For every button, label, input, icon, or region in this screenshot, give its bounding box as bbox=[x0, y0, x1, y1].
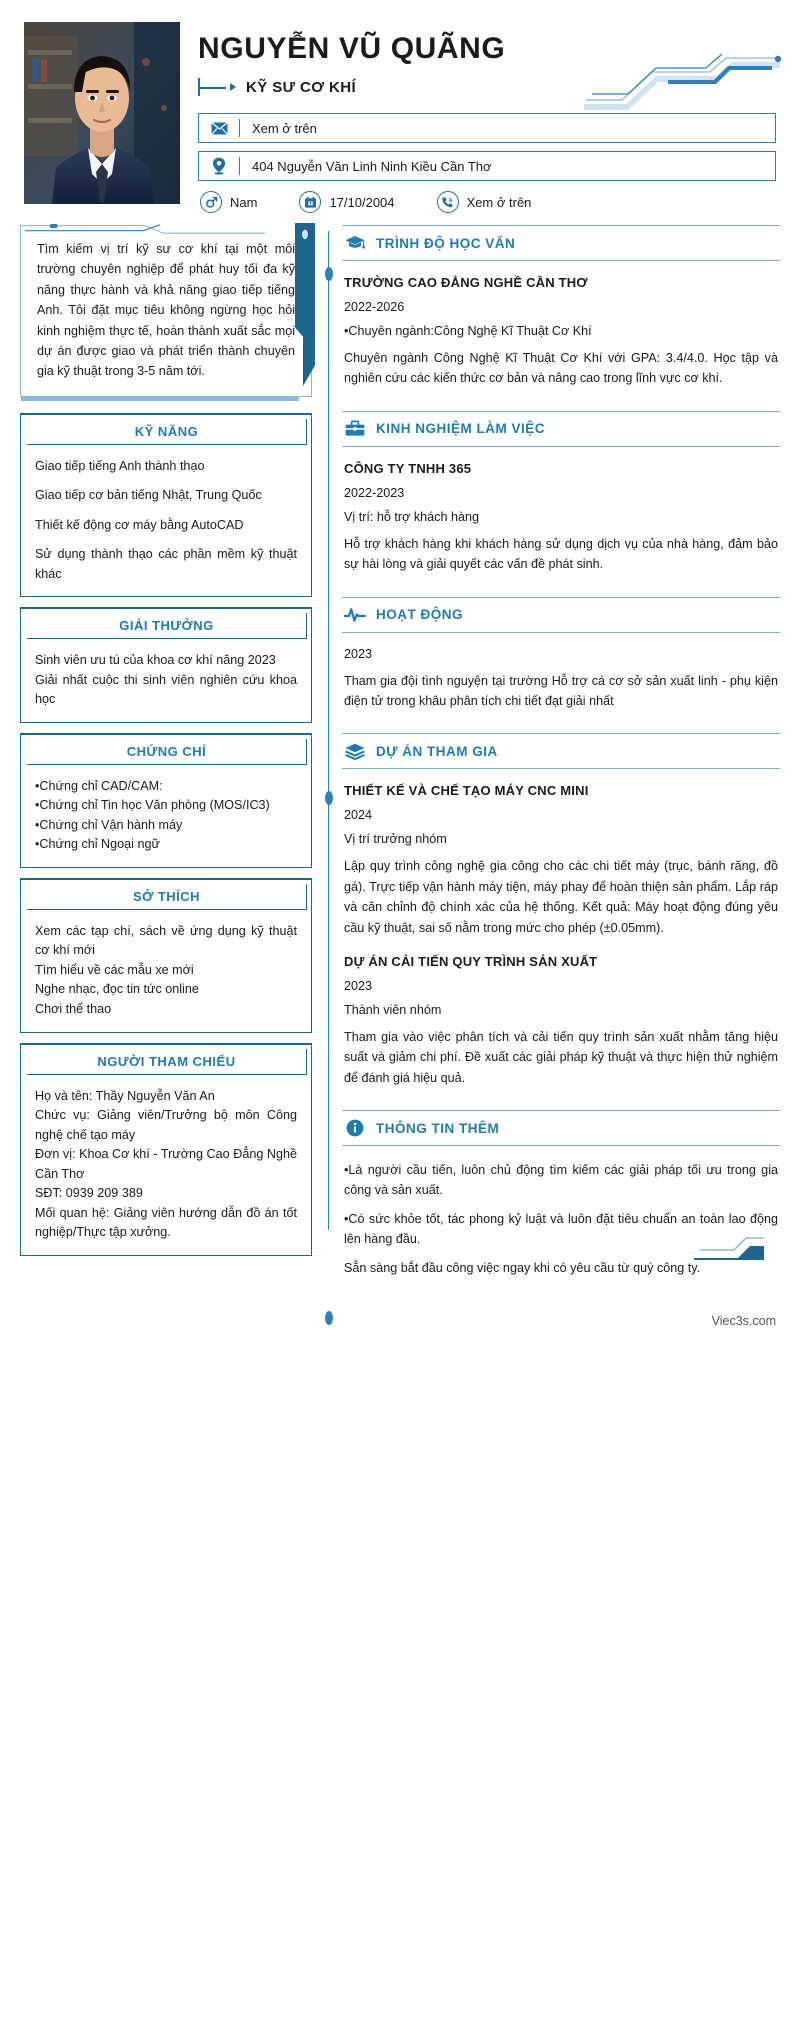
entry-date: 2023 bbox=[344, 978, 373, 993]
job-title-rule bbox=[198, 78, 232, 96]
left-section-title: NGƯỜI THAM CHIẾU bbox=[97, 1053, 236, 1069]
entry-paragraph: Lập quy trình công nghệ gia công cho các chi tiết máy (trục, bánh răng, đồ gá). Trực tiếp vận hành máy tiện, máy phay để hoàn thiện sản phẩm. Lắp ráp và căn chỉnh độ chính xác của hệ thống. Kết quả: Máy hoạt động đúng yêu cầu kỹ thuật, sai số nằm trong mức cho phép (±0.05mm). bbox=[344, 859, 778, 935]
phone-value: Xem ở trên bbox=[466, 194, 532, 210]
left-section-references bbox=[20, 1043, 312, 1256]
right-section-title: KINH NGHIỆM LÀM VIỆC bbox=[376, 421, 546, 437]
entry-paragraph: •Là người cầu tiến, luôn chủ động tìm kiếm các giải pháp tối ưu trong gia công và sản xuất. bbox=[344, 1163, 778, 1198]
list-item: Mối quan hệ: Giảng viên hướng dẫn đồ án tốt nghiệp/Thực tập xưởng. bbox=[35, 1205, 297, 1240]
entry-role: Thành viên nhóm bbox=[344, 1002, 442, 1017]
entry-paragraph: Chuyên ngành Công Nghệ Kĩ Thuật Cơ Khí với GPA: 3.4/4.0. Học tập và nghiên cứu các kiến thức cơ bản và nâng cao trong lĩnh vực cơ khí. bbox=[344, 351, 778, 386]
graduation-cap-icon bbox=[344, 233, 366, 253]
entry-paragraph: Hỗ trợ khách hàng khi khách hàng sử dụng dịch vụ của nhà hàng, đảm bảo sự hài lòng và giải quyết các vấn đề phát sinh. bbox=[344, 536, 778, 572]
phone-item bbox=[437, 191, 532, 213]
career-objective-card bbox=[20, 225, 312, 397]
list-item: Họ và tên: Thầy Nguyễn Văn An bbox=[35, 1088, 215, 1103]
personal-meta-row bbox=[198, 191, 776, 213]
entry-date: 2022-2026 bbox=[344, 300, 405, 314]
resume-body bbox=[0, 221, 800, 1300]
left-section-title: GIẢI THƯỞNG bbox=[119, 618, 214, 634]
right-section-title: HOẠT ĐỘNG bbox=[376, 607, 463, 623]
left-section-body-skills bbox=[21, 445, 311, 597]
card-top-decoration bbox=[20, 224, 265, 234]
left-section-hobbies bbox=[20, 878, 312, 1033]
right-section-header-work-experience bbox=[342, 411, 780, 447]
birthday-item bbox=[299, 191, 394, 213]
right-section-header-education bbox=[342, 225, 780, 261]
right-section-education bbox=[342, 225, 780, 407]
birthday-value: 17/10/2004 bbox=[329, 194, 395, 210]
list-item: Chức vụ: Giảng viên/Trưởng bộ môn Công nghệ chế tạo máy bbox=[35, 1108, 297, 1142]
entry-role: Vị trí trưởng nhóm bbox=[344, 832, 447, 847]
list-item: Chơi thể thao bbox=[35, 1001, 112, 1016]
profile-photo bbox=[24, 22, 180, 204]
left-column bbox=[20, 225, 312, 1266]
timeline-dot-top bbox=[325, 267, 333, 281]
right-section-body-projects bbox=[342, 783, 780, 1106]
list-item: •Chứng chỉ Vận hành máy bbox=[35, 817, 183, 832]
left-section-skills bbox=[20, 413, 312, 598]
right-section-title: TRÌNH ĐỘ HỌC VẤN bbox=[376, 235, 516, 251]
right-section-activities bbox=[342, 597, 780, 730]
left-section-body-references bbox=[21, 1075, 311, 1255]
right-section-header-projects bbox=[342, 733, 780, 769]
left-section-title: CHỨNG CHỈ bbox=[126, 743, 207, 759]
left-section-body-awards bbox=[21, 639, 311, 722]
entry bbox=[344, 275, 778, 389]
left-section-title: KỸ NĂNG bbox=[134, 423, 199, 439]
right-section-header-additional-info bbox=[342, 1110, 780, 1146]
entry-paragraph: Sẵn sàng bắt đầu công việc ngay khi có yêu cầu từ quý công ty. bbox=[344, 1260, 701, 1275]
entry bbox=[344, 647, 778, 712]
right-section-header-activities bbox=[342, 597, 780, 633]
activity-pulse-icon bbox=[344, 605, 366, 625]
left-section-certificates bbox=[20, 733, 312, 868]
right-section-body-education bbox=[342, 275, 780, 407]
right-section-body-work-experience bbox=[342, 461, 780, 593]
timeline-rail bbox=[326, 231, 331, 1230]
gender-item bbox=[200, 191, 257, 213]
entry-paragraph: •Có sức khỏe tốt, tác phong kỷ luật và luôn đặt tiêu chuẩn an toàn lao động lên hàng đầu. bbox=[344, 1211, 778, 1247]
entry-paragraph: Tham gia vào việc phân tích và cải tiến quy trình sản xuất nhằm tăng hiệu suất và giảm chi phí. Đề xuất các giải pháp kỹ thuật và thực hiện thử nghiệm để đánh giá hiệu quả. bbox=[344, 1029, 778, 1085]
list-item: Nghe nhạc, đọc tin tức online bbox=[35, 982, 199, 997]
corner-decoration bbox=[694, 1204, 764, 1260]
timeline-line bbox=[328, 231, 329, 1230]
layers-icon bbox=[344, 741, 366, 761]
left-section-title: SỞ THÍCH bbox=[132, 888, 201, 904]
card-bottom-bar bbox=[21, 397, 299, 401]
right-section-title: THÔNG TIN THÊM bbox=[376, 1120, 500, 1136]
list-item: Đơn vị: Khoa Cơ khí - Trường Cao Đẳng Nghề Cần Thơ bbox=[35, 1147, 297, 1181]
entry bbox=[344, 954, 778, 1088]
info-circle-icon bbox=[344, 1118, 366, 1138]
list-item: Giải nhất cuộc thi sinh viên nghiên cứu khoa học bbox=[35, 672, 297, 707]
list-item: SĐT: 0939 209 389 bbox=[35, 1186, 143, 1201]
gender-icon bbox=[200, 191, 222, 213]
list-item: Sử dụng thành thạo các phần mềm kỹ thuật khác bbox=[35, 547, 297, 581]
left-section-awards bbox=[20, 607, 312, 723]
entry-date: 2022-2023 bbox=[344, 485, 405, 500]
list-item: Xem các tạp chí, sách về ứng dụng kỹ thuật cơ khí mới bbox=[35, 923, 297, 958]
email-row[interactable] bbox=[198, 113, 776, 143]
entry-organization: THIẾT KẾ VÀ CHẾ TẠO MÁY CNC MINI bbox=[344, 783, 589, 799]
right-section-title: DỰ ÁN THAM GIA bbox=[376, 743, 498, 759]
timeline-dot-low bbox=[325, 1311, 333, 1325]
page-title: NGUYỄN VŨ QUÃNG bbox=[198, 32, 506, 65]
entry-organization: CÔNG TY TNHH 365 bbox=[344, 460, 472, 476]
list-item: •Chứng chỉ Ngoại ngữ bbox=[35, 837, 160, 852]
career-objective-text: Tìm kiếm vị trí kỹ sư cơ khí tại một môi trường chuyên nghiệp để phát huy tối đa kỹ năng thực hành và khả năng giao tiếp tiếng Anh. Tôi đặt mục tiêu không ngừng học hỏi kinh nghiệm thực tế, hoàn thành xuất sắc mọi dự án được giao và phát triển thành chuyên gia kỹ thuật trong 3-5 năm tới. bbox=[37, 242, 295, 379]
footer-brand: Viec3s.com bbox=[711, 1314, 776, 1329]
job-title-line bbox=[198, 75, 776, 99]
header-details bbox=[198, 22, 776, 213]
list-item: •Chứng chỉ Tin học Văn phòng (MOS/IC3) bbox=[35, 798, 270, 813]
entry bbox=[344, 461, 778, 575]
address-row[interactable] bbox=[198, 151, 776, 181]
right-sections-container bbox=[342, 225, 780, 1296]
gender-value: Nam bbox=[230, 194, 258, 210]
email-value: Xem ở trên bbox=[252, 120, 317, 136]
entry-date: 2023 bbox=[344, 646, 373, 661]
entry-organization: DỰ ÁN CẢI TIẾN QUY TRÌNH SẢN XUẤT bbox=[344, 953, 598, 969]
right-section-body-activities bbox=[342, 647, 780, 730]
left-section-body-certificates bbox=[21, 765, 311, 867]
left-section-body-hobbies bbox=[21, 910, 311, 1032]
phone-icon bbox=[437, 191, 459, 213]
right-section-projects bbox=[342, 733, 780, 1106]
entry-role: Vị trí: hỗ trợ khách hàng bbox=[344, 509, 479, 524]
left-section-header-skills bbox=[27, 419, 307, 445]
list-item: Thiết kế động cơ máy bằng AutoCAD bbox=[35, 517, 244, 532]
left-section-header-certificates bbox=[27, 739, 307, 765]
entry bbox=[344, 783, 778, 938]
list-item: •Chứng chỉ CAD/CAM: bbox=[35, 778, 163, 793]
left-section-header-hobbies bbox=[27, 884, 307, 910]
address-value: 404 Nguyễn Văn Linh Ninh Kiều Cần Thơ bbox=[252, 158, 492, 174]
list-item: Sinh viên ưu tú của khoa cơ khí năng 2023 bbox=[35, 653, 276, 668]
entry-role: •Chuyên ngành:Công Nghệ Kĩ Thuật Cơ Khí bbox=[344, 324, 592, 338]
right-column bbox=[326, 225, 780, 1300]
resume-header bbox=[0, 0, 800, 221]
entry-date: 2024 bbox=[344, 808, 373, 823]
list-item: Tìm hiểu về các mẫu xe mới bbox=[35, 962, 194, 977]
left-section-header-awards bbox=[27, 613, 307, 639]
timeline-dot-mid bbox=[325, 791, 333, 805]
right-section-work-experience bbox=[342, 411, 780, 593]
entry-organization: TRƯỜNG CAO ĐẲNG NGHỀ CẦN THƠ bbox=[344, 275, 588, 290]
briefcase-icon bbox=[344, 419, 366, 439]
job-title: KỸ SƯ CƠ KHÍ bbox=[246, 78, 357, 96]
list-item: Giao tiếp cơ bản tiếng Nhật, Trung Quốc bbox=[35, 488, 262, 503]
entry-paragraph: Tham gia đội tình nguyện tại trường Hỗ trợ cá cơ sở sản xuất linh - phụ kiện điện tử trong khâu phân tích chi tiết đạt giải nhất bbox=[344, 673, 778, 708]
left-section-header-references bbox=[27, 1049, 307, 1075]
left-sections-container bbox=[20, 413, 312, 1256]
card-side-decoration bbox=[289, 223, 323, 394]
envelope-icon bbox=[199, 122, 239, 135]
calendar-icon bbox=[299, 191, 321, 213]
map-pin-icon bbox=[199, 157, 239, 175]
list-item: Giao tiếp tiếng Anh thành thạo bbox=[35, 458, 205, 473]
